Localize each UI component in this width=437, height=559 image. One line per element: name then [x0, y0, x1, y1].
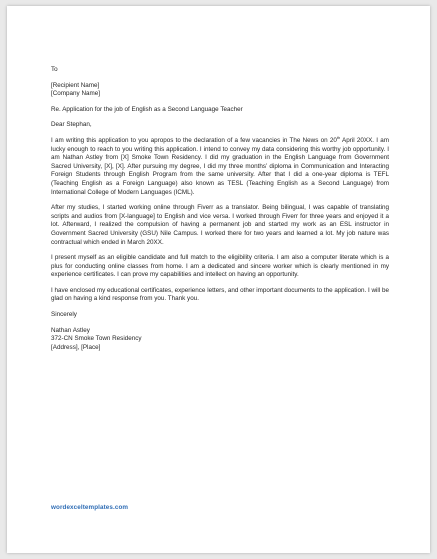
salutation: Dear Stephan,	[51, 121, 92, 129]
paragraph-4: I have enclosed my educational certificates, experience letters, and other important documents to the application. I will be glad on having a kind response from you. Thank you.	[51, 286, 389, 303]
paragraph-2: After my studies, I started working online through Fiverr as a translator. Being bilingual, I was capable of translating scripts and audios from [X-language] to English and vice versa. I worked through Fiverr for three years and enjoyed it a lot. Afterward, I realized the compulsion of having a permanent job and started my work as an ESL instructor in Government Sacred University (GSU) Nile Campus. I worked there for two years and learned a lot. My job nature was contractual which ended in March 20XX.	[51, 204, 389, 246]
subject-line: Re. Application for the job of English as a Second Language Teacher	[51, 105, 243, 113]
sender-address-line-1: 372-CN Smoke Town Residency	[51, 335, 142, 343]
ordinal-suffix: th	[336, 134, 341, 140]
recipient-name: [Recipient Name]	[51, 81, 100, 89]
closing: Sincerely	[51, 311, 77, 319]
document-page	[7, 6, 430, 553]
paragraph-3: I present myself as an eligible candidate and full match to the eligibility criteria. I am also a computer literate which is a plus for conducting online classes from home. I am a dedicated and sincere worker which is clearly mentioned in my experience certificates. I can prove my capabilities and intellect on having an opportunity.	[51, 254, 389, 279]
company-name: [Company Name]	[51, 90, 100, 98]
to-line: To	[51, 66, 58, 73]
paragraph-1-rest: April 20XX. I am lucky enough to reach to you writing this application. I intend to convey my data considering this worthy job opportunity. I am Nathan Astley from [X] Smoke Town Residency. I did my graduation in the English Language from Government Sacred University, [X], [X]. After pursuing my degree, I did my three months’ diploma in Communication and Interacting Foreign Students through English Program from the same university. After that I did a one-year diploma is TEFL (Teaching English as a Foreign Language) also known as TESL (Teaching English as a Second Language) from International College of Modern Languages (ICML).	[51, 136, 389, 196]
paragraph-1	[51, 134, 389, 197]
sender-name: Nathan Astley	[51, 326, 90, 334]
paragraph-1-start: I am writing this application to you apropos to the declaration of a few vacancies in The News on 20	[51, 136, 337, 144]
sender-address-line-2: [Address], [Place]	[51, 343, 101, 351]
letter-body	[51, 66, 389, 352]
website-link[interactable]: wordexceltemplates.com	[51, 504, 129, 511]
